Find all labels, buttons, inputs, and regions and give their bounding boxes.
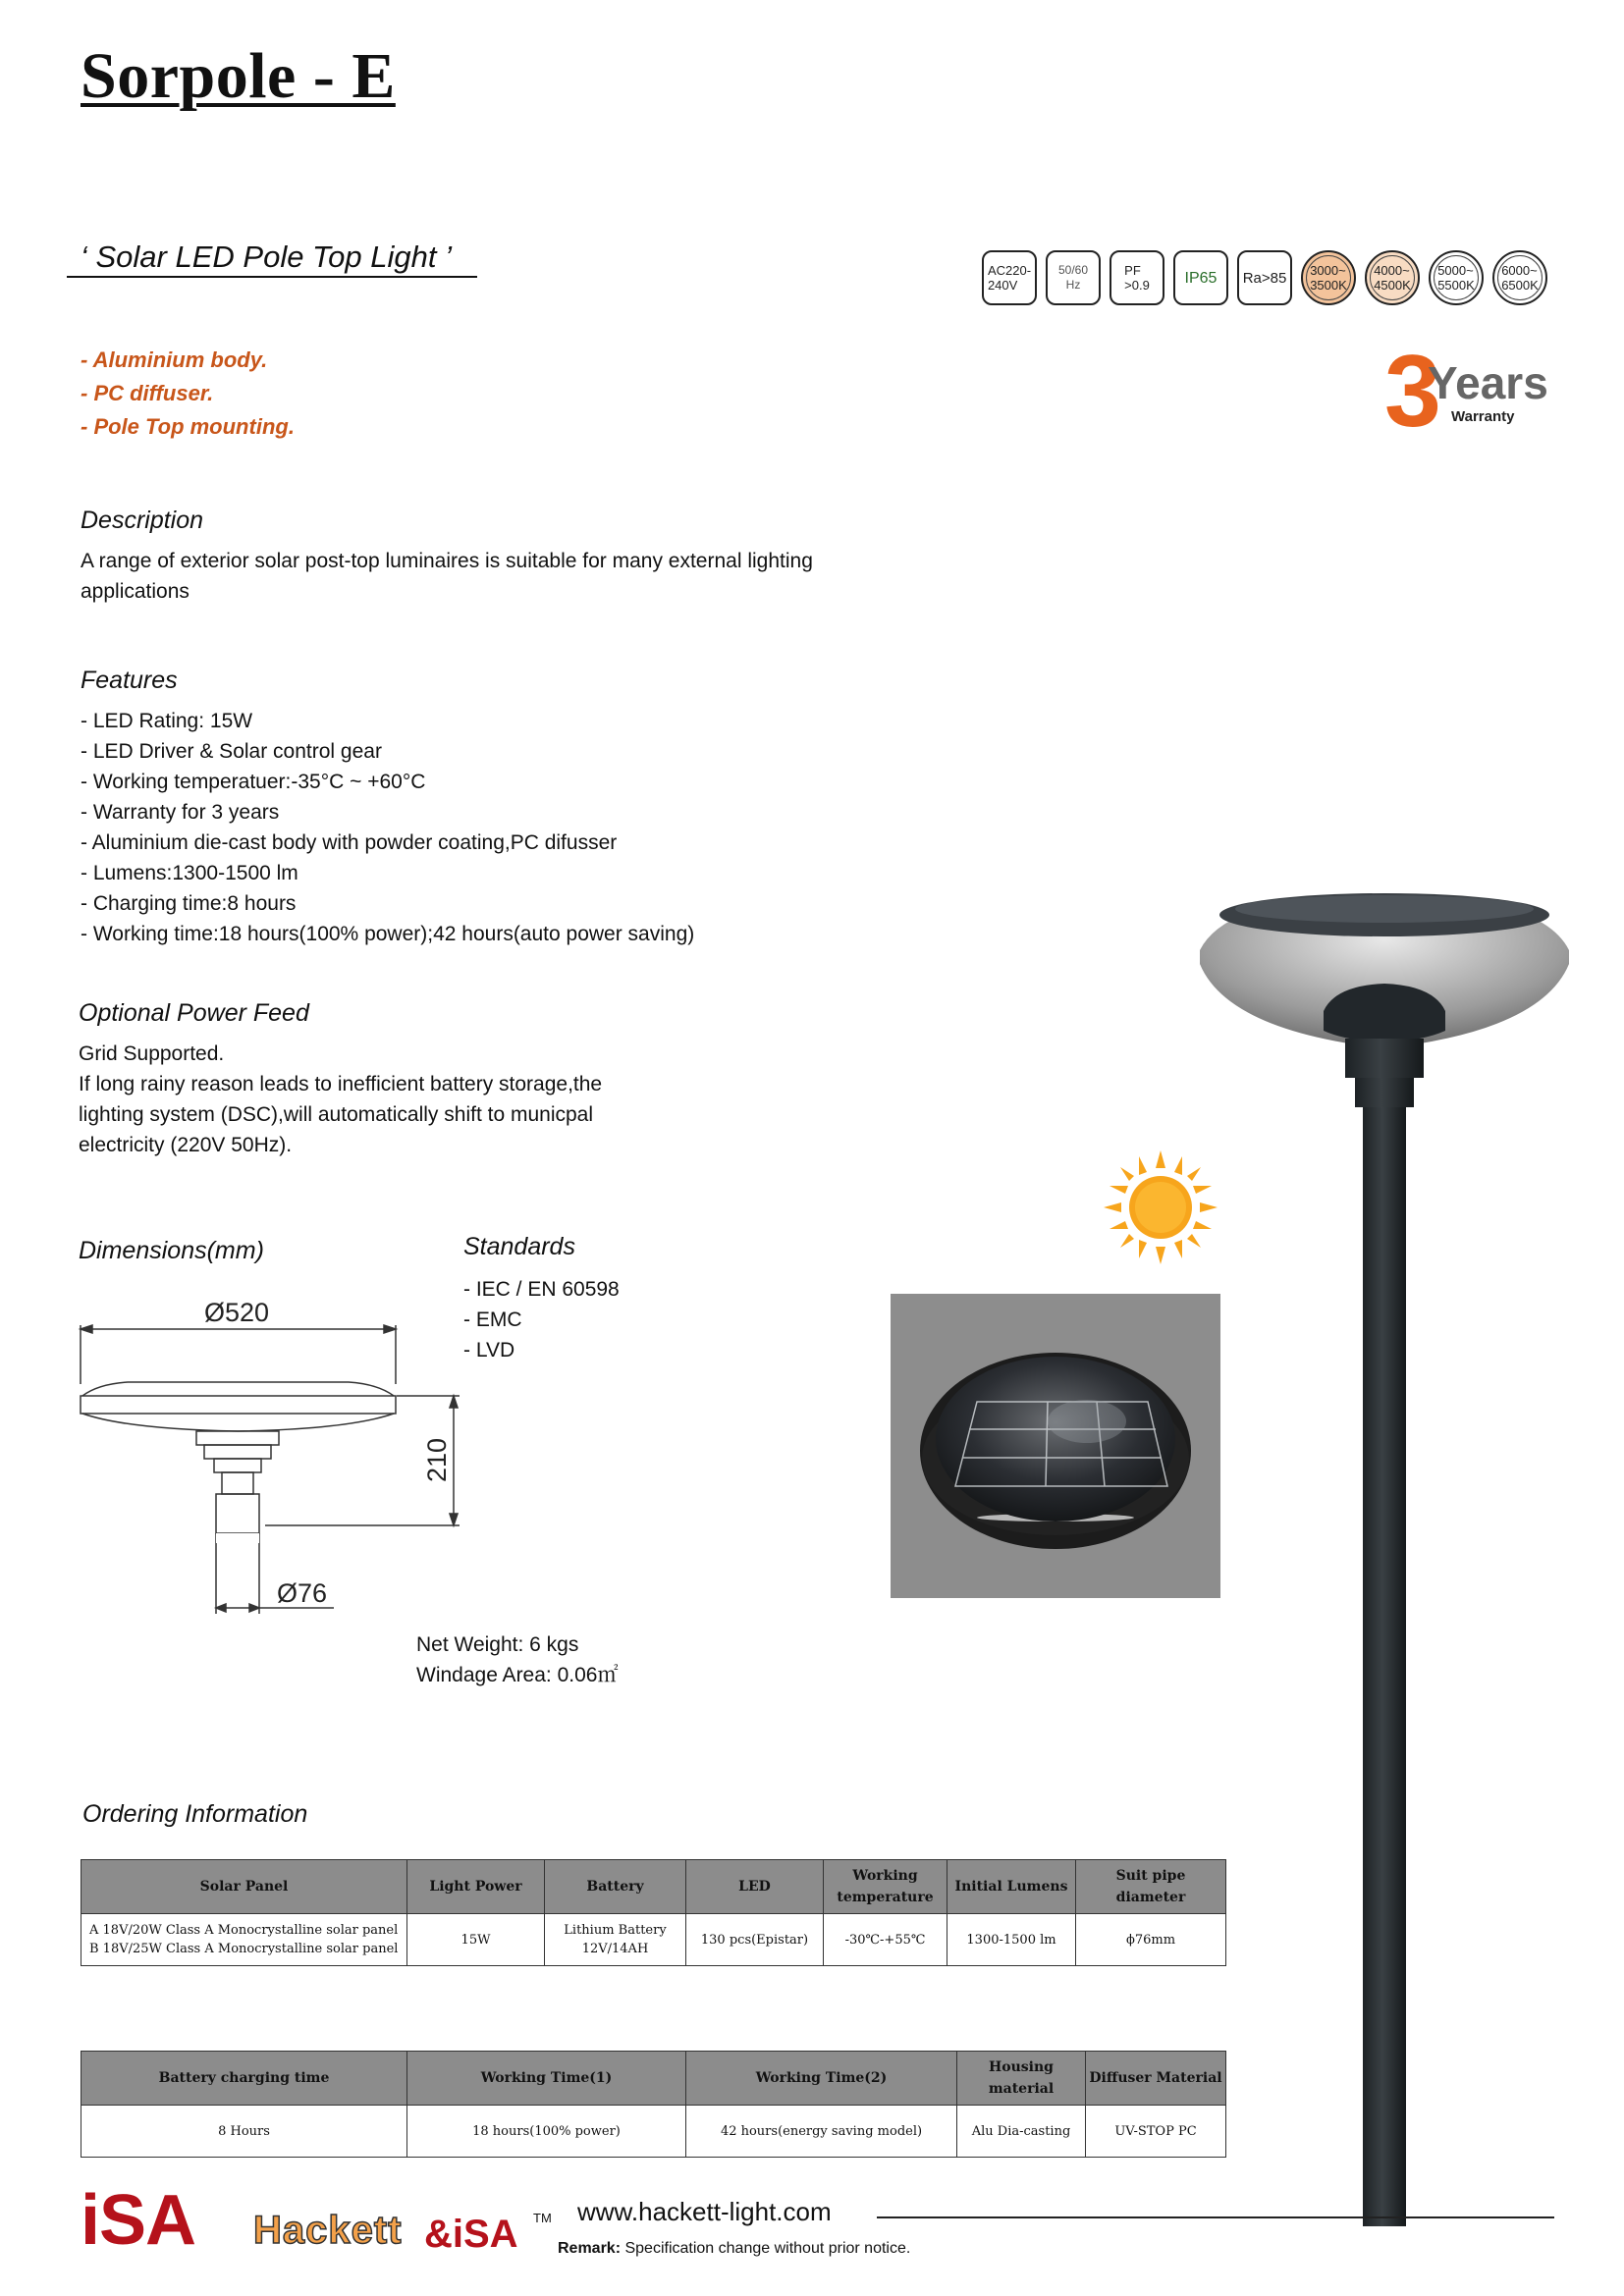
dimension-drawing bbox=[69, 1286, 471, 1625]
power-feed-line: electricity (220V 50Hz). bbox=[79, 1134, 293, 1156]
description-line: applications bbox=[81, 580, 189, 603]
description-text bbox=[81, 546, 813, 607]
feature-item: - Working temperatuer:-35°C ~ +60°C bbox=[81, 771, 426, 793]
solar-panel-photo bbox=[891, 1294, 1220, 1598]
weight-info bbox=[416, 1629, 618, 1690]
standards-heading: Standards bbox=[463, 1233, 575, 1260]
diameter-label: Ø520 bbox=[204, 1298, 270, 1327]
warranty-years: Years bbox=[1428, 357, 1548, 408]
footer-divider bbox=[877, 2216, 1554, 2218]
voltage-badge: AC220- 240V bbox=[982, 250, 1037, 305]
table-header: Working Time(2) bbox=[686, 2052, 957, 2106]
isa-partner-logo: &iSA bbox=[424, 2213, 518, 2256]
subtitle-underline bbox=[67, 276, 477, 278]
warranty-label: Warranty bbox=[1451, 408, 1515, 425]
table-header: Solar Panel bbox=[81, 1860, 407, 1914]
table-cell: -30℃-+55℃ bbox=[824, 1914, 947, 1966]
highlight-item: - PC diffuser. bbox=[81, 381, 214, 405]
page-title: Sorpole - E bbox=[81, 40, 396, 112]
standard-item: - EMC bbox=[463, 1308, 522, 1331]
warranty-logo bbox=[1384, 342, 1571, 435]
table-header: Working temperature bbox=[824, 1860, 947, 1914]
solar-panel-option: B 18V/25W Class A Monocrystalline solar panel bbox=[89, 1942, 399, 1956]
table-header: Housing material bbox=[957, 2052, 1086, 2106]
table-cell: 8 Hours bbox=[81, 2106, 407, 2158]
table-header: LED bbox=[686, 1860, 824, 1914]
warranty-number: 3 bbox=[1384, 342, 1441, 435]
solar-panel-option: A 18V/20W Class A Monocrystalline solar panel bbox=[89, 1923, 399, 1938]
power-feed-line: Grid Supported. bbox=[79, 1042, 225, 1065]
remark-text: Specification change without prior notice. bbox=[624, 2240, 911, 2257]
cct-badge-5000: 5000~ 5500K bbox=[1429, 250, 1484, 305]
table-cell: 1300-1500 lm bbox=[947, 1914, 1076, 1966]
cct-badge-6000: 6000~ 6500K bbox=[1492, 250, 1547, 305]
description-heading: Description bbox=[81, 507, 204, 534]
isa-logo: iSA bbox=[81, 2181, 196, 2260]
table-cell-solar-panel bbox=[81, 1914, 407, 1966]
cct-badge-4000: 4000~ 4500K bbox=[1365, 250, 1420, 305]
net-weight: Net Weight: 6 kgs bbox=[416, 1633, 579, 1656]
highlight-item: - Aluminium body. bbox=[81, 347, 268, 372]
windage-area: Windage Area: 0.06㎡ bbox=[416, 1664, 619, 1686]
table-header: Battery charging time bbox=[81, 2052, 407, 2106]
table-cell: UV-STOP PC bbox=[1086, 2106, 1226, 2158]
subtitle: ‘ Solar LED Pole Top Light ’ bbox=[81, 240, 452, 274]
table-cell: 42 hours(energy saving model) bbox=[686, 2106, 957, 2158]
table-header: Working Time(1) bbox=[407, 2052, 686, 2106]
table-header-row bbox=[81, 1860, 1226, 1914]
feature-item: - Working time:18 hours(100% power);42 hours(auto power saving) bbox=[81, 923, 695, 945]
remark-label: Remark: bbox=[558, 2240, 622, 2257]
features-list bbox=[81, 706, 694, 949]
feature-item: - LED Driver & Solar control gear bbox=[81, 740, 382, 763]
table-cell: 15W bbox=[407, 1914, 545, 1966]
standard-item: - LVD bbox=[463, 1339, 515, 1362]
table-row bbox=[81, 1914, 1226, 1966]
feature-item: - LED Rating: 15W bbox=[81, 710, 253, 732]
feature-item: - Aluminium die-cast body with powder coating,PC difusser bbox=[81, 831, 618, 854]
trademark: TM bbox=[533, 2211, 552, 2225]
power-factor-badge: PF >0.9 bbox=[1110, 250, 1164, 305]
power-feed-heading: Optional Power Feed bbox=[79, 999, 309, 1027]
feature-item: - Lumens:1300-1500 lm bbox=[81, 862, 298, 884]
power-feed-line: lighting system (DSC),will automatically shift to municpal bbox=[79, 1103, 594, 1126]
cct-badge-3000: 3000~ 3500K bbox=[1301, 250, 1356, 305]
pipe-diameter-label: Ø76 bbox=[277, 1578, 328, 1608]
frequency-badge: 50/60 Hz bbox=[1046, 250, 1101, 305]
table-header: Diffuser Material bbox=[1086, 2052, 1226, 2106]
pole-light-photo bbox=[1188, 883, 1581, 2228]
ip-rating-badge: IP65 bbox=[1173, 250, 1228, 305]
highlights-list bbox=[81, 344, 295, 444]
table-header-row bbox=[81, 2052, 1226, 2106]
hackett-logo: Hackett bbox=[253, 2209, 403, 2252]
table-cell: 130 pcs(Epistar) bbox=[686, 1914, 824, 1966]
feature-item: - Warranty for 3 years bbox=[81, 801, 280, 824]
highlight-item: - Pole Top mounting. bbox=[81, 414, 295, 439]
battery-line: Lithium Battery bbox=[564, 1923, 667, 1938]
height-label: 210 bbox=[422, 1437, 452, 1482]
dimensions-heading: Dimensions(mm) bbox=[79, 1237, 264, 1264]
table-row bbox=[81, 2106, 1226, 2158]
standards-list bbox=[463, 1274, 620, 1365]
feature-item: - Charging time:8 hours bbox=[81, 892, 297, 915]
table-cell-battery bbox=[545, 1914, 686, 1966]
cri-badge: Ra>85 bbox=[1237, 250, 1292, 305]
ordering-heading: Ordering Information bbox=[82, 1800, 308, 1828]
features-heading: Features bbox=[81, 667, 178, 694]
table-header: Light Power bbox=[407, 1860, 545, 1914]
table-cell: Alu Dia-casting bbox=[957, 2106, 1086, 2158]
table-header: Initial Lumens bbox=[947, 1860, 1076, 1914]
table-header: Battery bbox=[545, 1860, 686, 1914]
ordering-table-2 bbox=[81, 2051, 1226, 2158]
table-header: Suit pipe diameter bbox=[1076, 1860, 1226, 1914]
table-cell: 18 hours(100% power) bbox=[407, 2106, 686, 2158]
table-cell: ϕ76mm bbox=[1076, 1914, 1226, 1966]
power-feed-text bbox=[79, 1039, 602, 1160]
remark bbox=[558, 2240, 910, 2258]
website-url[interactable]: www.hackett-light.com bbox=[577, 2197, 832, 2226]
standard-item: - IEC / EN 60598 bbox=[463, 1278, 620, 1301]
battery-line: 12V/14AH bbox=[581, 1942, 649, 1956]
power-feed-line: If long rainy reason leads to inefficient battery storage,the bbox=[79, 1073, 603, 1095]
description-line: A range of exterior solar post-top luminaires is suitable for many external lighting bbox=[81, 550, 813, 572]
ordering-table-1 bbox=[81, 1859, 1226, 1966]
spec-badges bbox=[982, 249, 1547, 306]
